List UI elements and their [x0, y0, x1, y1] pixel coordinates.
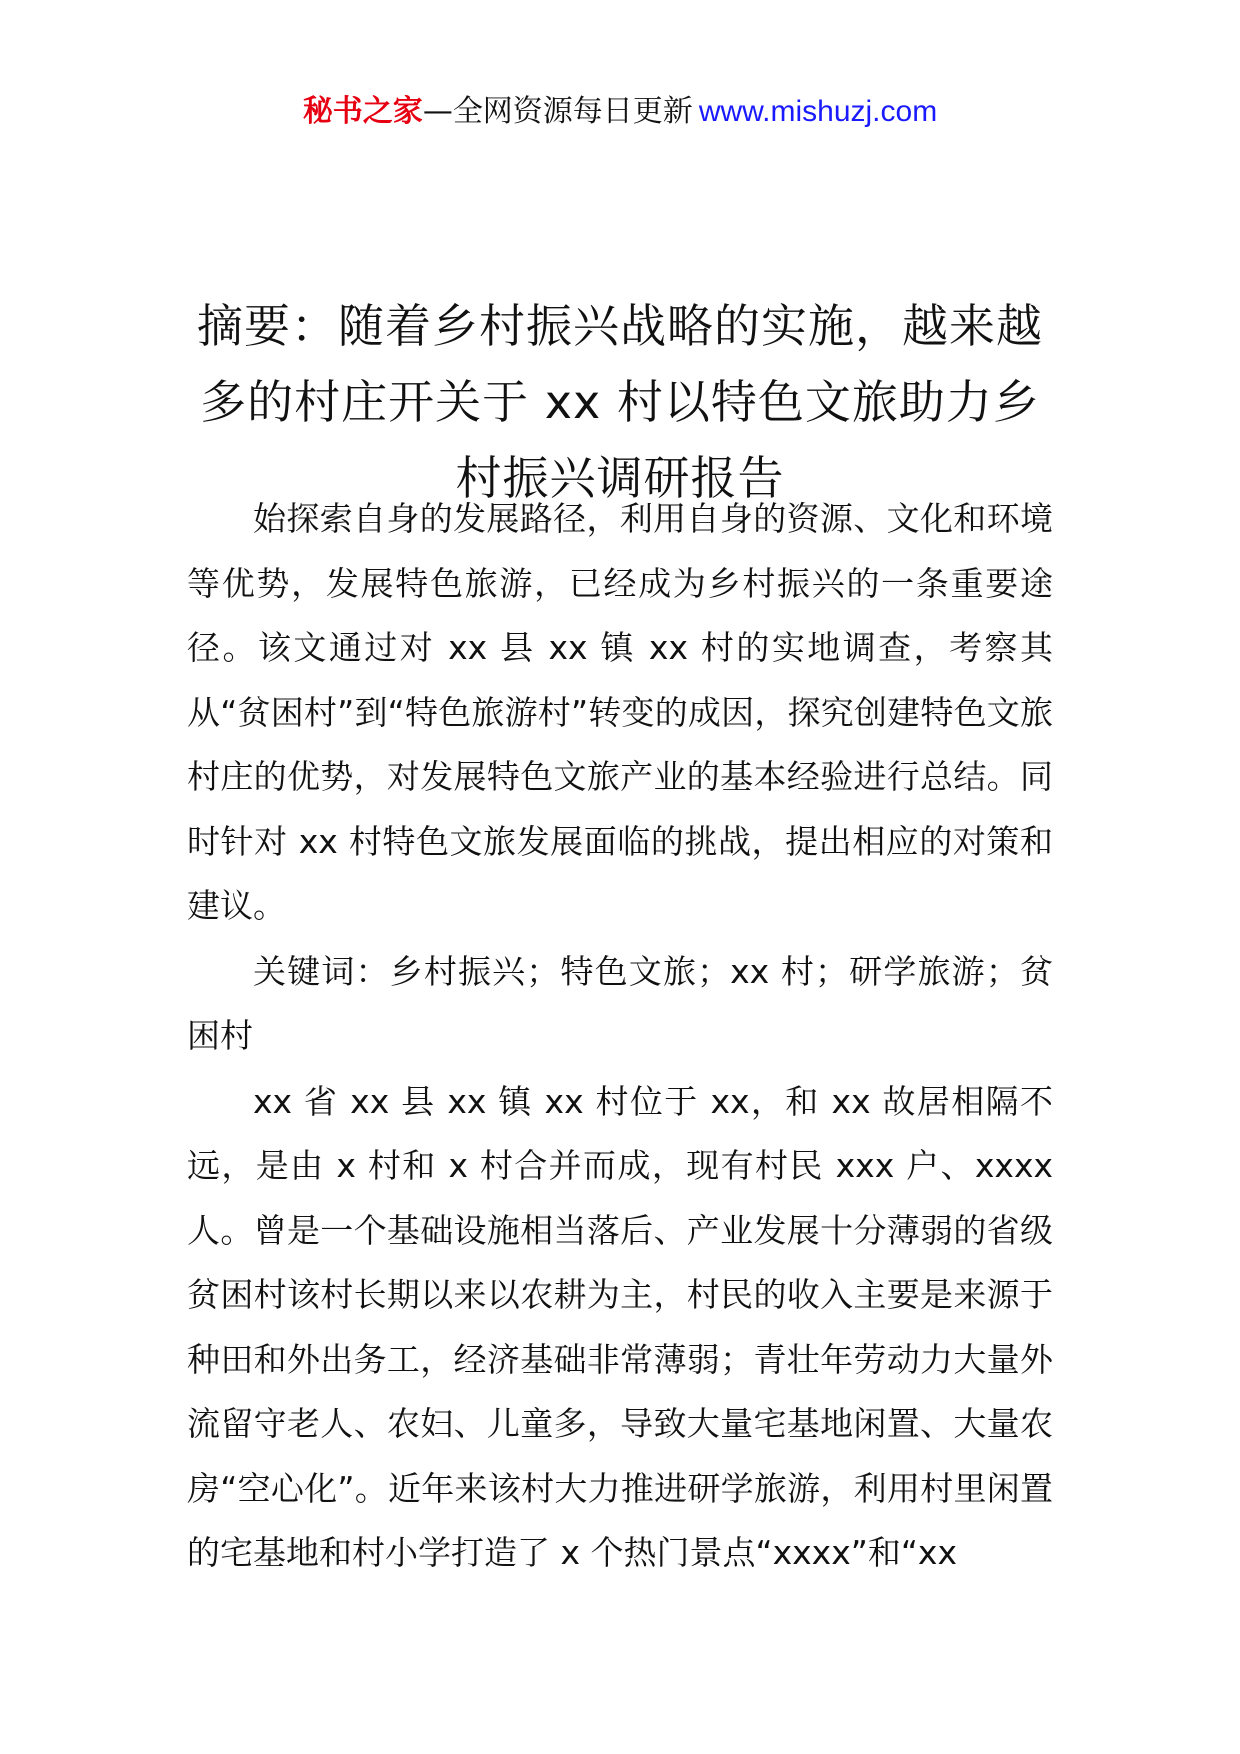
- abstract-paragraph: 始探索自身的发展路径，利用自身的资源、文化和环境等优势，发展特色旅游，已经成为乡村振兴的一条重要途径。该文通过对 xx 县 xx 镇 xx 村的实地调查，考察其从“贫困村”到“特色旅游村”转变的成因，探究创建特色文旅村庄的优势，对发展特色文旅产业的基本经验进行总结。同时针对 xx 村特色文旅发展面临的挑战，提出相应的对策和建议。: [187, 499, 1053, 925]
- site-header: [0, 92, 1240, 132]
- brand-name: 秘书之家: [302, 94, 423, 129]
- header-tagline: —全网资源每日更新: [422, 94, 693, 129]
- body-paragraph: xx 省 xx 县 xx 镇 xx 村位于 xx，和 xx 故居相隔不远，是由 x 村和 x 村合并而成，现有村民 xxx 户、xxxx 人。曾是一个基础设施相当落后、产业发展十分薄弱的省级贫困村该村长期以来以农耕为主，村民的收入主要是来源于种田和外出务工，经济基础非常薄弱；青壮年劳动力大量外流留守老人、农妇、儿童多，导致大量宅基地闲置、大量农房“空心化”。近年来该村大力推进研学旅游，利用村里闲置的宅基地和村小学打造了 x 个热门景点“xxxx”和“xx: [187, 1081, 1053, 1572]
- document-title: 摘要：随着乡村振兴战略的实施，越来越多的村庄开关于 xx 村以特色文旅助力乡村振兴调研报告: [197, 299, 1043, 505]
- document-body: [187, 487, 1053, 1586]
- keywords-paragraph: 关键词：乡村振兴；特色文旅；xx 村；研学旅游；贫困村: [187, 951, 1053, 1055]
- site-url-link[interactable]: www.mishuzj.com: [698, 95, 938, 128]
